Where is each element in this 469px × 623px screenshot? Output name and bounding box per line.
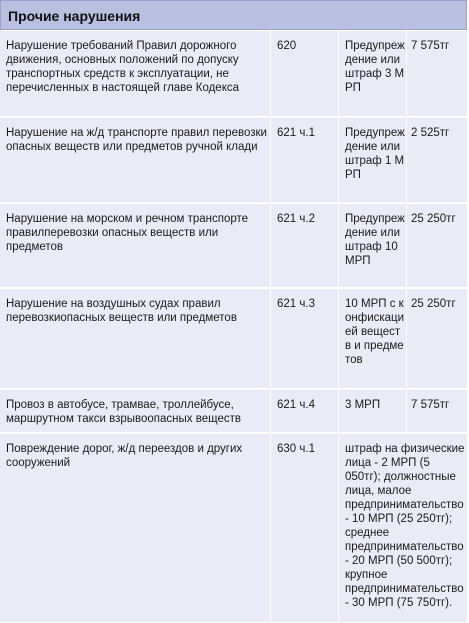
violation-cell: Нарушение на ж/д транспорте правил перевозки опасных веществ или предметов ручной клади	[6, 127, 267, 153]
article-cell: 630 ч.1	[277, 443, 315, 455]
table-row	[0, 434, 467, 623]
violation-cell: Нарушение требований Правил дорожного движения, основных положений по допуску транспортных средств к эксплуатации, не перечисленных в настоящей главе Кодекса	[6, 40, 239, 94]
amount-cell: 7 575тг	[411, 399, 450, 411]
article-cell: 621 ч.4	[277, 399, 315, 411]
violation-cell: Нарушение на морском и речном транспорте правилперевозки опасных веществ или предметов	[6, 213, 249, 253]
penalty-cell: 10 МРП с конфискацией веществ и предметов	[345, 298, 405, 366]
article-cell: 620	[277, 40, 297, 52]
column-divider	[338, 30, 339, 623]
table-row	[0, 31, 467, 117]
amount-cell: 7 575тг	[411, 40, 450, 52]
article-cell: 621 ч.1	[277, 127, 315, 139]
amount-cell: 25 250тг	[411, 298, 456, 310]
table-row	[0, 118, 467, 203]
column-divider	[270, 30, 271, 623]
table-row	[0, 204, 467, 288]
table-title: Прочие нарушения	[0, 0, 467, 30]
penalty-cell: 3 МРП	[345, 399, 381, 411]
table-row	[0, 390, 467, 433]
violation-cell: Нарушение на воздушных судах правил перевозкиопасных веществ или предметов	[6, 298, 237, 324]
penalty-cell: штраф на физические лица - 2 МРП (5 050тг); должностные лица, малое предпринимательство - 10 МРП (25 250тг); среднее предпринимательство - 20 МРП (50 500тг); крупное предпринимательство - 30 МРП (75 750тг).	[345, 443, 465, 609]
article-cell: 621 ч.2	[277, 213, 315, 225]
amount-cell: 2 525тг	[411, 127, 450, 139]
amount-cell: 25 250тг	[411, 213, 456, 225]
column-divider	[406, 30, 407, 433]
violation-cell: Провоз в автобусе, трамвае, троллейбусе, маршрутном такси взрывоопасных веществ	[6, 399, 241, 425]
violation-cell: Повреждение дорог, ж/д переездов и других сооружений	[6, 443, 243, 469]
table-row	[0, 289, 467, 389]
penalty-cell: Предупреждение или штраф 10 МРП	[345, 213, 405, 267]
article-cell: 621 ч.3	[277, 298, 315, 310]
penalty-cell: Предупреждение или штраф 1 МРП	[345, 127, 405, 181]
penalty-cell: Предупреждение или штраф 3 МРП	[345, 40, 405, 94]
